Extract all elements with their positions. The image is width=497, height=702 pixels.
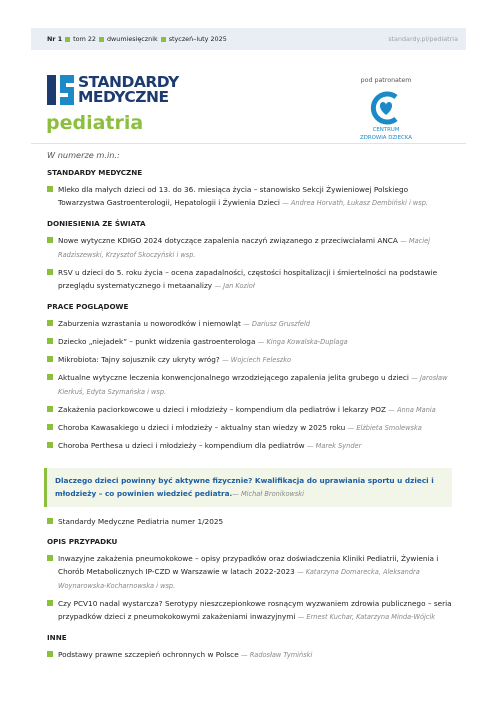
article-authors: — Radosław Tymiński — [241, 651, 313, 659]
bullet-square-icon — [47, 374, 53, 380]
site-link[interactable]: standardy.pl/pediatria — [388, 35, 458, 43]
bullet-square-icon — [47, 186, 53, 192]
patronage-block — [352, 77, 420, 142]
article-item[interactable] — [47, 335, 452, 349]
section-heading: INNE — [47, 633, 67, 642]
standardy-logo-icon — [47, 75, 74, 105]
patronage-label: pod patronatem — [360, 77, 412, 84]
article-authors: — Jarosław Kierkuś, Edyta Szymańska i wsp. — [58, 374, 448, 396]
issue-meta — [47, 35, 227, 43]
article-title: Zakażenia paciorkowcowe u dzieci i młodzieży – kompendium dla pediatrów i lekarzy POZ — [58, 405, 386, 414]
bullet-square-icon — [47, 442, 53, 448]
bullet-square-icon — [47, 356, 53, 362]
article-authors: — Anna Mania — [388, 406, 436, 414]
article-item[interactable] — [47, 552, 452, 593]
issue-bar — [31, 28, 466, 50]
bullet-square-icon — [47, 600, 53, 606]
highlight-title: Dlaczego dzieci powinny być aktywne fizycznie? Kwalifikacja do uprawiania sportu u dzieci i młodzieży – co powinien wiedzieć pediatra. — [55, 476, 434, 498]
article-title: RSV u dzieci do 5. roku życia – ocena zapadalności, częstości hospitalizacji i śmiertelności na podstawie przeglądu systematycznego i metaanalizy — [58, 268, 438, 290]
article-item[interactable] — [47, 353, 452, 367]
bullet-square-icon — [47, 406, 53, 412]
article-title: Dziecko „niejadek” – punkt widzenia gastroenterologa — [58, 337, 256, 346]
article-title: Nowe wytyczne KDIGO 2024 dotyczące zapalenia naczyń związanego z przeciwciałami ANCA — [58, 236, 398, 245]
bullet-square-icon — [47, 320, 53, 326]
article-authors: — Jan Kozioł — [214, 282, 255, 290]
section-heading: OPIS PRZYPADKU — [47, 537, 118, 546]
article-authors: — Kinga Kowalska-Duplaga — [257, 338, 348, 346]
highlight-authors: — Michał Bronikowski — [232, 490, 304, 498]
bullet-square-icon — [47, 237, 53, 243]
supplement-item[interactable] — [47, 515, 452, 528]
article-authors: — Wojciech Feleszko — [222, 356, 292, 364]
patronage-name-1: CENTRUM — [372, 127, 400, 133]
article-title: Podstawy prawne szczepień ochronnych w Polsce — [58, 650, 239, 659]
section-heading: STANDARDY MEDYCZNE — [47, 168, 143, 177]
header-divider — [31, 143, 466, 144]
article-item[interactable] — [47, 317, 452, 331]
section-heading: DONIESIENIA ZE ŚWIATA — [47, 219, 146, 228]
issue-volume: tom 22 — [73, 35, 96, 43]
article-item[interactable] — [47, 266, 452, 293]
article-item[interactable] — [47, 421, 452, 435]
article-title: Zaburzenia wzrastania u noworodków i niemowląt — [58, 319, 241, 328]
article-authors: — Andrea Horvath, Łukasz Dembiński i wsp. — [282, 199, 428, 207]
sections-block-1 — [47, 168, 452, 462]
article-authors: — Ernest Kuchar, Katarzyna Minda-Wójcik — [297, 613, 436, 621]
patronage-name-2: ZDROWIA DZIECKA — [360, 135, 412, 141]
article-title: Mleko dla małych dzieci od 13. do 36. miesiąca życia – stanowisko Sekcji Żywieniowej Polskiego Towarzystwa Gastroenterologii, Hepatologii i Żywienia Dzieci — [58, 185, 409, 207]
bullet-square-icon — [47, 338, 53, 344]
article-title: Inwazyjne zakażenia pneumokokowe – opisy przypadków oraz doświadczenia Kliniki Pediatrii, Żywienia i Chorób Metabolicznych IP-CZD w Warszawie w latach 2022-2023 — [58, 554, 439, 576]
bullet-square-icon — [47, 269, 53, 275]
article-item[interactable] — [47, 648, 452, 662]
table-of-contents — [47, 168, 452, 671]
bullet-square-icon — [65, 37, 70, 42]
bullet-square-icon — [99, 37, 104, 42]
article-authors: — Marek Synder — [306, 442, 362, 450]
issue-frequency: dwumiesięcznik — [106, 35, 158, 43]
article-item[interactable] — [47, 234, 452, 262]
issue-number: Nr 1 — [47, 35, 63, 43]
section-heading: PRACE POGLĄDOWE — [47, 302, 129, 311]
bullet-square-icon — [47, 651, 53, 657]
bullet-square-icon — [161, 37, 166, 42]
toc-heading: W numerze m.in.: — [47, 150, 120, 160]
highlight-article[interactable] — [44, 468, 452, 507]
article-authors: — Maciej Radziszewski, Krzysztof Skoczyński i wsp. — [58, 237, 430, 259]
article-item[interactable] — [47, 403, 452, 417]
brand-logo — [47, 75, 179, 105]
supplement-text: Standardy Medyczne Pediatria numer 1/2025 — [58, 517, 224, 526]
brand-line-2: MEDYCZNE — [78, 88, 169, 106]
article-item[interactable] — [47, 371, 452, 399]
bullet-square-icon — [47, 555, 53, 561]
article-item[interactable] — [47, 439, 452, 453]
journal-title: pediatria — [46, 112, 144, 134]
article-item[interactable] — [47, 597, 452, 624]
article-authors: — Dariusz Gruszfeld — [243, 320, 310, 328]
article-authors: — Elżbieta Smolewska — [347, 424, 422, 432]
article-item[interactable] — [47, 183, 452, 210]
bullet-square-icon — [47, 518, 53, 524]
bullet-square-icon — [47, 424, 53, 430]
brand-line-1: STANDARDY — [78, 73, 179, 91]
article-title: Aktualne wytyczne leczenia konwencjonalnego wrzodziejącego zapalenia jelita grubego u dzieci — [58, 373, 409, 382]
issue-period: styczeń–luty 2025 — [168, 35, 227, 43]
article-title: Choroba Perthesa u dzieci i młodzieży – kompendium dla pediatrów — [58, 441, 305, 450]
article-title: Choroba Kawasakiego u dzieci i młodzieży – aktualny stan wiedzy w 2025 roku — [58, 423, 346, 432]
article-title: Czy PCV10 nadal wystarcza? Serotypy nieszczepionkowe rosnącym wyzwaniem zdrowia publicznego – seria przypadków dzieci z pneumokokowymi zakażeniami inwazyjnymi — [58, 599, 452, 621]
cz-heart-logo-icon — [366, 90, 406, 126]
sections-block-2 — [47, 537, 452, 671]
article-authors: — Katarzyna Domarecka, Aleksandra Woynarowska-Kocharnowska i wsp. — [58, 568, 420, 590]
article-title: Mikrobiota: Tajny sojusznik czy ukryty wróg? — [58, 355, 220, 364]
